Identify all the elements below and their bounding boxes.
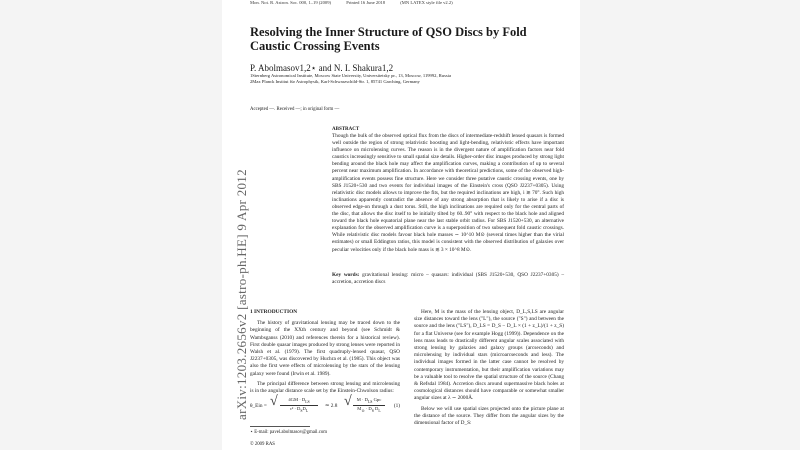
- footnote: ⋆ E-mail: pavel.abolmasov@gmail.com: [250, 430, 327, 435]
- right-column: [414, 309, 564, 430]
- received-line: Accepted —. Received —; in original form —: [250, 107, 340, 112]
- section-heading: 1 INTRODUCTION: [250, 309, 298, 315]
- copyright: © 2009 RAS: [250, 442, 275, 447]
- affiliations: [250, 73, 451, 85]
- arxiv-stamp: arXiv:1203.2656v2 [astro-ph.HE] 9 Apr 2012: [234, 169, 249, 420]
- sqrt-symbol: √: [344, 394, 352, 409]
- abstract-text: Though the bulk of the observed optical flux from the discs of intermediate-redshift lensed quasars is formed well outside the region of strong relativistic boosting and light-bending, relativistic effects have important influence on microlensing curves. The reason is in the divergent nature of amplification factors near fold caustics increasingly sensitive to small spatial size details. Higher-order disc images produced by strong light bending around the black hole may affect the amplification curves, making a contribution of up to several percent near maximum amplification. In accordance with theoretical predictions, some of the observed high-amplification events possess fine structure. Here we consider three putative caustic crossing events, one by SBS J1520+530 and two events for individual images of the Einstein's cross (QSO J2237+0305). Using relativistic disc models allows to improve the fits, but the required inclinations are high, i ≳ 70°. Such high inclinations apparently contradict the absence of any strong absorption that is likely to arise if a disc is observed edge-on through a dust torus. Still, the high inclinations are required only for the central parts of the disc, that allows the disc itself to be initially tilted by 60..90° with respect to the black hole and aligned toward the black hole equatorial plane near the last stable orbit radius. For SBS J1520+530, an alternative explanation for the observed amplification curve is a superposition of two subsequent fold caustic crossings. While relativistic disc models favour black hole masses ∼ 10^10 M⊙ (several times higher than the virial estimates) or small Eddington ratios, this model is consistent with the observed distribution of galaxies over peculiar velocities only if the black hole mass is ≲ 3 × 10^8 M⊙.: [332, 133, 564, 253]
- abstract-heading: ABSTRACT: [332, 127, 360, 132]
- body-paragraph: Here, M is the mass of the lensing object, D_L,S,LS are angular size distances toward the lens ("L"), the source ("S") and between the source and the lens ("LS"), D_LS = D_S − D_L × (1 + z_L)/(1 + z_S) for a flat Universe (see for example Hogg (1999)). Dependence on the lens mass leads to drastically different angular scales associated with strong lensing by galaxies and galaxy groups (arcseconds) and microlensing by individual stars (microarcseconds and less). The individual images formed in the latter case cannot be resolved by contemporary instrumentation, but their amplification variations may be a valuable tool to resolve the spatial structure of the source (Chang & Refsdal 1984). Accretion discs around supermassive black holes at cosmological distances should have comparable or somewhat smaller angular sizes at λ ∼ 2000Å.: [414, 309, 564, 402]
- paper-page: [222, 0, 580, 450]
- equation-fraction-1: $4GM \cdot D_{LS}$ $c^2 \cdot D_SD_L$: [280, 397, 318, 414]
- printed-date: Printed 16 June 2018: [346, 0, 386, 5]
- affiliation-1: 1Sternberg Astronomical Institute, Moscow State University, Universitetsky pr., 13, Moscow, 119992, Russia: [250, 73, 451, 78]
- style-file: (MN LATEX style file v2.2): [400, 0, 453, 5]
- equation-number: (1): [393, 403, 400, 409]
- keywords-text: gravitational lensing: micro – quasars: individual (SBS J1520+530, QSO J2237+0305) – accretion, accretion discs: [332, 272, 564, 286]
- equation-1: [250, 395, 400, 417]
- equation-approx: ≃ 2.8: [325, 403, 338, 409]
- journal-ref: Mon. Not. R. Astron. Soc. 000, 1–19 (2009): [250, 0, 332, 5]
- left-column: [250, 309, 400, 398]
- intro-paragraph: The principal difference between strong lensing and microlensing is in the angular distance scale set by the Einstein-Chwolson radius:: [250, 380, 400, 395]
- running-header: [250, 0, 467, 5]
- affiliation-2: 2Max Planck Institut für Astrophysik, Karl-Schwarzschild-Str. 1, 85741 Garching, Germany: [250, 79, 420, 84]
- footnote-rule: [250, 426, 310, 427]
- intro-paragraph: The history of gravitational lensing may be traced down to the beginning of the XXth century and beyond (see Schmidt & Wambsganss (2010) and references therein for a historical review). First double quasar images produced by strong lenses were reported in Walsh et al. (1979). The first quadruply-lensed quasar, QSO J2237+0305, was discovered by Huchra et al. (1985). This object was also the first were effects of microlensing by the stars of the lensing galaxy were found (Irwin et al. 1989).: [250, 320, 400, 377]
- body-paragraph: Below we will use spatial sizes projected onto the picture plane at the distance of the source. They differ from the angular sizes by the dimensional factor of D_S:: [414, 405, 564, 427]
- equation-lhs: θ_Ein =: [250, 403, 267, 409]
- authors: P. Abolmasov1,2⋆ and N. I. Shakura1,2: [250, 63, 394, 73]
- right-viewer-margin: [580, 0, 800, 450]
- equation-fraction-2: $M \cdot D_{LS}$ Gpc $M_⊙ \cdot D_S$ $D_L$: [353, 397, 385, 414]
- sqrt-symbol: √: [270, 394, 278, 409]
- keywords: [332, 272, 564, 286]
- left-viewer-margin: [0, 0, 222, 450]
- paper-title: Resolving the Inner Structure of QSO Discs by Fold Caustic Crossing Events: [250, 25, 527, 53]
- keywords-label: Key words:: [332, 272, 360, 278]
